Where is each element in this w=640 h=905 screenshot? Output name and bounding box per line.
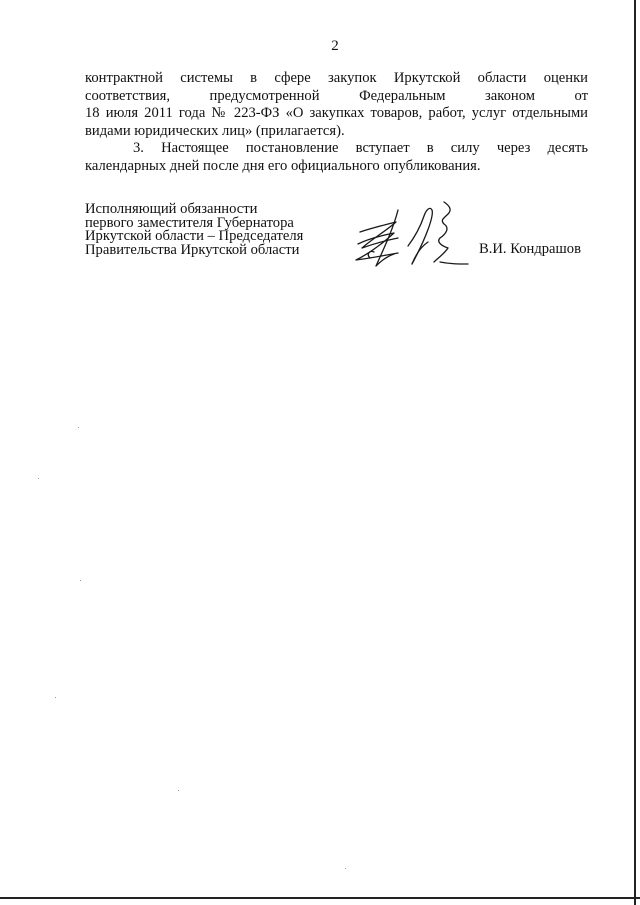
scan-border-right (634, 0, 636, 905)
body-text (85, 70, 588, 176)
scan-speck (178, 790, 179, 791)
signer-title-line: Исполняющий обязанности (85, 201, 258, 217)
signer-title-line: первого заместителя Губернатора (85, 214, 294, 231)
paragraph-line: контрактной системы в сфере закупок Иркутской области оценки (85, 70, 588, 86)
scan-speck (38, 478, 39, 479)
scan-speck (345, 868, 346, 869)
paragraph-line: видами юридических лиц» (прилагается). (85, 122, 345, 139)
signer-title-line: Правительства Иркутской области (85, 241, 300, 258)
handwritten-signature (352, 198, 477, 278)
page-number: 2 (331, 38, 339, 54)
signer-title (85, 203, 303, 257)
signer-title-line: Иркутской области – Председателя (85, 228, 304, 245)
paragraph-line: календарных дней после дня его официального опубликования. (85, 157, 481, 174)
scan-speck (80, 580, 81, 581)
paragraph-line: 3. Настоящее постановление вступает в силу через десять (133, 140, 588, 157)
signer-name: В.И. Кондрашов (479, 241, 581, 257)
scan-speck (78, 427, 79, 428)
scan-speck (55, 697, 56, 698)
paragraph-line: соответствия, предусмотренной Федеральным законом от (85, 87, 588, 104)
paragraph-line: 18 июля 2011 года № 223-ФЗ «О закупках товаров, работ, услуг отдельными (85, 105, 588, 122)
scan-border-bottom (0, 897, 640, 899)
